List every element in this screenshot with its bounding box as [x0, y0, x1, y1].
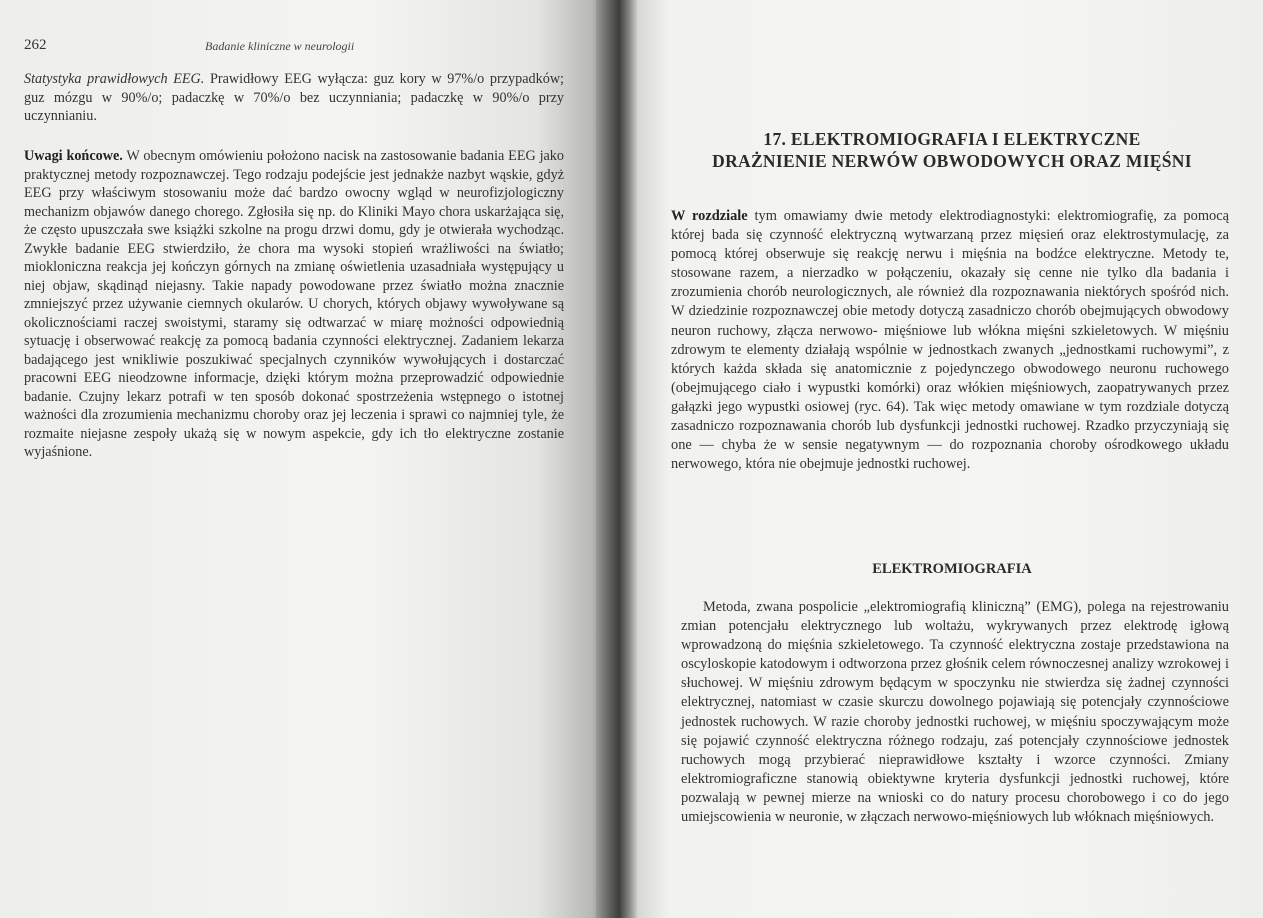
paragraph-emg-method: Metoda, zwana pospolicie „elektromiografią kliniczną” (EMG), polega na rejestrowaniu zmian potencjału elektrycznego lub woltażu, wykrywanych przez elektrodę igłową wprowadzoną do mięśnia szkieletowego. Ta czynność elektryczna zostaje przedstawiona na oscyloskopie katodowym i odtworzona przez głośnik celem równoczesnej analizy wzrokowej i słuchowej. W mięśniu zdrowym będącym w spoczynku nie stwierdza się żadnej czynności elektrycznej, natomiast w czasie skurczu dowolnego pojawiają się potencjały czynnościowe jednostek ruchowych. W razie choroby jednostki ruchowej, w mięśniu spoczywającym może się pojawić czynność elektryczna różnego rodzaju, zaś potencjały czynnościowe jednostek ruchowych mogą przybierać nieprawidłowe kształty i wzorce czynności. Zmiany elektromiograficzne stanowią obiektywne kryteria dysfunkcji jednostki ruchowej, które pozwalają w pewnej mierze na wnioski co do natury procesu chorobowego i co do jego umiejscowienia w neuronie, w złączach nerwowo-mięśniowych lub włóknach mięśniowych. [681, 599, 1229, 826]
section-heading: ELEKTROMIOGRAFIA [872, 561, 1032, 577]
left-page [0, 0, 610, 918]
paragraph-body-eeg-statistics: Prawidłowy EEG wyłącza: guz kory w 97%/o przypadków; guz mózgu w 90%/o; padaczkę w 70%/o bez uczynniania; padaczkę w 90%/o przy uczynnianiu. [24, 71, 565, 124]
chapter-title [672, 128, 1232, 172]
chapter-title-line-2: DRAŻNIENIE NERWÓW OBWODOWYCH ORAZ MIĘŚNI [712, 151, 1192, 171]
paragraph-eeg-statistics [24, 70, 564, 126]
paragraph-lead-chapter-intro: W rozdziale [671, 208, 748, 224]
paragraph-final-remarks [24, 147, 564, 462]
paragraph-lead-final-remarks: Uwagi końcowe. [24, 148, 123, 164]
running-head: Badanie kliniczne w neurologii [205, 39, 355, 53]
book-gutter [596, 0, 638, 918]
paragraph-body-final-remarks: W obecnym omówieniu położono nacisk na zastosowanie badania EEG jako praktycznej metody rozpoznawczej. Tego rodzaju podejście jest jednakże nazbyt wąskie, gdyż EEG przy właściwym stosowaniu może dać bardzo owocny wgląd w neurofizjologiczny mechanizm objawów danego chorego. Zgłosiła się np. do Kliniki Mayo chora uskarżająca się, że często upuszczała swe książki szkolne na progu drzwi domu, gdy je otwierała wychodząc. Zwykłe badanie EEG stwierdziło, że chora ma wysoki stopień wrażliwości na światło; miokloniczna reakcja jej kończyn górnych na zmianę oświetlenia uzasadniała występujący u niej objaw, skądinąd niejasny. Takie napady powodowane przez światło można znacznie zmniejszyć przez używanie ciemnych okularów. U chorych, których objawy wywoływane są okolicznościami raczej swoistymi, staramy się odtwarzać w miarę możności odpowiednią sytuację i obserwować reakcję za pomocą badania czynności elektrycznej. Zadaniem lekarza badającego jest wnikliwie poszukiwać specjalnych czynników wywołujących i dostarczać pracowni EEG nieodzowne informacje, dzięki którym można przeprowadzić odpowiednie badanie. Czujny lekarz potrafi w ten sposób dokonać spostrzeżenia wstępnego o istotnej ważności dla zrozumienia mechanizmu choroby oraz jej leczenia i sprawi co najmniej tyle, że rozmaite niejasne zespoły ukażą się w nowym aspekcie, gdy ich tło elektryczne zostanie wyjaśnione. [24, 148, 564, 460]
page-number: 262 [24, 37, 47, 53]
paragraph-chapter-intro [671, 207, 1229, 474]
paragraph-lead-eeg-statistics: Statystyka prawidłowych EEG. [24, 71, 205, 87]
paragraph-body-chapter-intro: tym omawiamy dwie metody elektrodiagnostyki: elektromiografię, za pomocą której bada się czynność elektryczną wytwarzaną przez mięsień oraz elektrostymulację, za pomocą której obserwuje się reakcję nerwu i mięśnia na bodźce elektryczne. Metody te, stosowane razem, a nierzadko w połączeniu, okazały się cenne nie tylko dla badania i zrozumienia chorób neurologicznych, ale również dla rozpoznawania niektórych spośród nich. W dziedzinie rozpoznawczej obie metody dotyczą zasadniczo chorób obejmujących obwodowy neuron ruchowy, złącza nerwowo- mięśniowe lub włókna mięśni szkieletowych. W mięśniu zdrowym te elementy działają wspólnie w jednostkach zwanych „jednostkami ruchowymi”, z których każda składa się anatomicznie z pojedynczego obwodowego neuronu ruchowego (obejmującego ciało i wypustki komórki) oraz włókien mięśniowych, zaopatrywanych przez gałązki jego wypustki osiowej (ryc. 64). Tak więc metody omawiane w tym rozdziale dotyczą zasadniczo rozpoznawania chorób lub dysfunkcji jednostki ruchowej. Rzadko przyczyniają się one — chyba że w sensie negatywnym — do rozpoznania choroby ośrodkowego układu nerwowego, która nie obejmuje jednostki ruchowej. [671, 208, 1229, 473]
chapter-title-line-1: 17. ELEKTROMIOGRAFIA I ELEKTRYCZNE [763, 129, 1141, 149]
right-page [632, 0, 1263, 918]
